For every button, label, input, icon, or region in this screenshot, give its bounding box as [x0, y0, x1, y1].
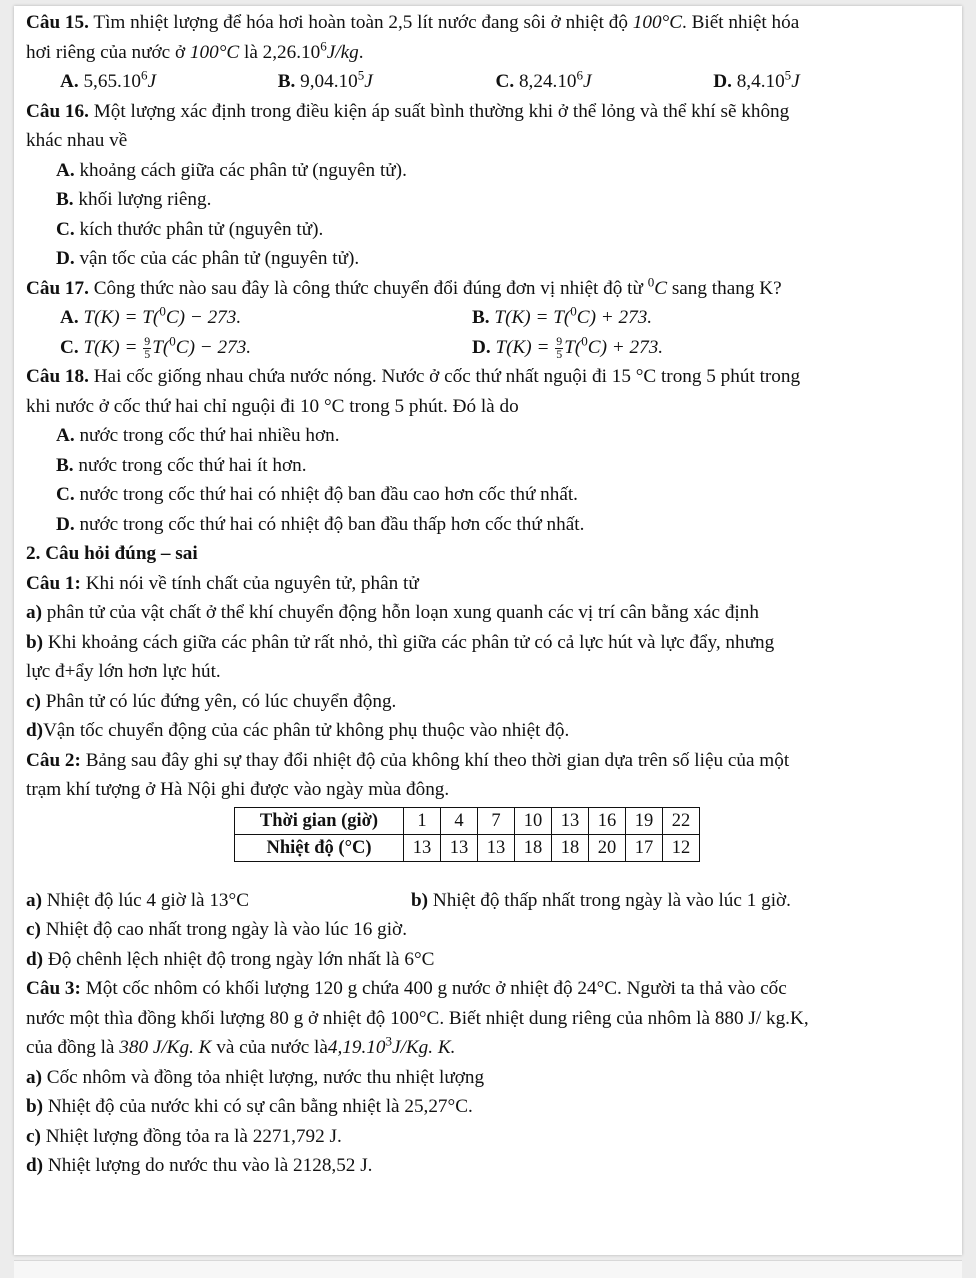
tf1-statement-b[interactable]: b) Khi khoảng cách giữa các phân tử rất nhỏ, thì giữa các phân tử có cả lực hút và lực đẩy, nhưng — [26, 631, 775, 653]
q16-stem-line2: khác nhau về — [26, 130, 128, 151]
table-cell: 13 — [404, 834, 441, 861]
table-cell: 20 — [589, 834, 626, 861]
table-cell: 18 — [515, 834, 552, 861]
tf3-statement-a[interactable]: a) Cốc nhôm và đồng tỏa nhiệt lượng, nước thu nhiệt lượng — [26, 1066, 485, 1088]
tf1-statement-b-line2: lực đ+ẩy lớn hơn lực hút. — [26, 661, 221, 682]
tf3-statement-b[interactable]: b) Nhiệt độ của nước khi có sự cân bằng nhiệt là 25,27°C. — [26, 1096, 473, 1117]
next-page-edge — [14, 1260, 962, 1278]
table-cell: 22 — [663, 807, 700, 834]
q17-option-c[interactable]: C. T(K) = $\frac{9}{5}$ T($^0$C) − 273. — [60, 333, 252, 361]
table-cell: 10 — [515, 807, 552, 834]
q15-option-c[interactable]: C. 8,24.10$^6$J — [495, 67, 592, 92]
q18-option-c[interactable]: C. nước trong cốc thứ hai có nhiệt độ ban đầu cao hơn cốc thứ nhất. — [56, 484, 578, 505]
tf2-stem: Câu 2: Bảng sau đây ghi sự thay đổi nhiệt độ của không khí theo thời gian dựa trên số liệu của một — [26, 749, 790, 771]
table-cell: 13 — [478, 834, 515, 861]
tf2-stem-line2: trạm khí tượng ở Hà Nội ghi được vào ngày mùa đông. — [26, 779, 450, 800]
q18-option-d[interactable]: D. nước trong cốc thứ hai có nhiệt độ ban đầu thấp hơn cốc thứ nhất. — [56, 513, 585, 535]
q17-label: Câu 17. — [26, 277, 89, 299]
tf1-statement-c[interactable]: c) Phân tử có lúc đứng yên, có lúc chuyển động. — [26, 690, 397, 712]
tf1-statement-a[interactable]: a) phân tử của vật chất ở thể khí chuyển động hỗn loạn xung quanh các vị trí cân bằng xác định — [26, 602, 759, 623]
q16-option-a[interactable]: A. khoảng cách giữa các phân tử (nguyên tử). — [56, 159, 407, 181]
q15-stem: Câu 15. Tìm nhiệt lượng để hóa hơi hoàn toàn 2,5 lít nước đang sôi ở nhiệt độ 100°C. Biết nhiệt hóa — [26, 12, 800, 33]
q17-option-d[interactable]: D. T(K) = $\frac{9}{5}$ T($^0$C) + 273. — [472, 333, 664, 361]
document-content — [26, 8, 931, 1181]
table-header-temperature: Nhiệt độ (°C) — [235, 834, 404, 861]
table-cell: 1 — [404, 807, 441, 834]
tf2-statement-d[interactable]: d) Độ chênh lệch nhiệt độ trong ngày lớn nhất là 6°C — [26, 948, 435, 970]
temperature-table — [234, 807, 700, 862]
table-cell: 12 — [663, 834, 700, 861]
table-cell: 18 — [552, 834, 589, 861]
q17-options-row1 — [26, 303, 931, 333]
table-cell: 16 — [589, 807, 626, 834]
q17-stem: Câu 17. Công thức nào sau đây là công thức chuyển đổi đúng đơn vị nhiệt độ từ $^0$C sang thang K? — [26, 274, 782, 299]
q15-stem-line2: hơi riêng của nước ở 100°C là 2,26.10$^6$J/kg. — [26, 38, 364, 63]
q17-option-b[interactable]: B. T(K) = T($^0$C) + 273. — [472, 303, 653, 328]
q18-label: Câu 18. — [26, 366, 89, 387]
table-cell: 7 — [478, 807, 515, 834]
tf3-stem: Câu 3: Một cốc nhôm có khối lượng 120 g chứa 400 g nước ở nhiệt độ 24°C. Người ta thả vào cốc — [26, 978, 787, 999]
table-cell: 4 — [441, 807, 478, 834]
tf2-statements-ab — [26, 886, 931, 916]
tf2-statement-a[interactable]: a) Nhiệt độ lúc 4 giờ là 13°C — [26, 889, 249, 911]
fraction-9-5: $\frac{9}{5}$ — [556, 333, 563, 361]
q16-option-d[interactable]: D. vận tốc của các phân tử (nguyên tử). — [56, 248, 360, 269]
table-cell: 13 — [552, 807, 589, 834]
q18-option-b[interactable]: B. nước trong cốc thứ hai ít hơn. — [56, 454, 307, 476]
section-title: 2. Câu hỏi đúng – sai — [26, 543, 198, 564]
q16-option-c[interactable]: C. kích thước phân tử (nguyên tử). — [56, 218, 324, 240]
tf3-statement-d[interactable]: d) Nhiệt lượng do nước thu vào là 2128,52 J. — [26, 1155, 373, 1176]
q16-label: Câu 16. — [26, 100, 89, 122]
fraction-9-5: $\frac{9}{5}$ — [144, 333, 151, 361]
tf3-statement-c[interactable]: c) Nhiệt lượng đồng tỏa ra là 2271,792 J. — [26, 1125, 342, 1147]
q15-option-a[interactable]: A. 5,65.10$^6$J — [60, 67, 157, 92]
q18-stem: Câu 18. Hai cốc giống nhau chứa nước nóng. Nước ở cốc thứ nhất nguội đi 15 °C trong 5 phút trong — [26, 366, 801, 387]
q18-option-a[interactable]: A. nước trong cốc thứ hai nhiều hơn. — [56, 425, 340, 446]
q17-option-a[interactable]: A. T(K) = T($^0$C) − 273. — [60, 303, 242, 328]
q15-option-d[interactable]: D. 8,4.10$^5$J — [713, 67, 800, 92]
q15-options — [26, 67, 931, 97]
table-row — [235, 807, 700, 834]
tf1-stem: Câu 1: Khi nói về tính chất của nguyên tử, phân tử — [26, 572, 419, 594]
tf2-statement-c[interactable]: c) Nhiệt độ cao nhất trong ngày là vào lúc 16 giờ. — [26, 919, 407, 940]
table-cell: 13 — [441, 834, 478, 861]
q16-option-b[interactable]: B. khối lượng riêng. — [56, 189, 212, 210]
table-row — [235, 834, 700, 861]
table-cell: 17 — [626, 834, 663, 861]
q17-options-row2 — [26, 333, 931, 363]
table-cell: 19 — [626, 807, 663, 834]
q15-option-b[interactable]: B. 9,04.10$^5$J — [277, 67, 373, 92]
table-header-time: Thời gian (giờ) — [235, 807, 404, 834]
tf2-statement-b[interactable]: b) Nhiệt độ thấp nhất trong ngày là vào lúc 1 giờ. — [411, 889, 791, 911]
tf3-stem-line3: của đồng là 380 J/Kg. K và của nước là4,19.10$^3$J/Kg. K. — [26, 1033, 456, 1058]
q18-stem-line2: khi nước ở cốc thứ hai chỉ nguội đi 10 °C trong 5 phút. Đó là do — [26, 395, 519, 417]
q16-stem: Câu 16. Một lượng xác định trong điều kiện áp suất bình thường khi ở thể lỏng và thể khí sẽ không — [26, 100, 790, 122]
q15-label: Câu 15. — [26, 12, 89, 33]
tf1-statement-d[interactable]: d)Vận tốc chuyển động của các phân tử không phụ thuộc vào nhiệt độ. — [26, 720, 570, 741]
tf3-stem-line2: nước một thìa đồng khối lượng 80 g ở nhiệt độ 100°C. Biết nhiệt dung riêng của nhôm là 880 J/ kg.K, — [26, 1007, 809, 1029]
